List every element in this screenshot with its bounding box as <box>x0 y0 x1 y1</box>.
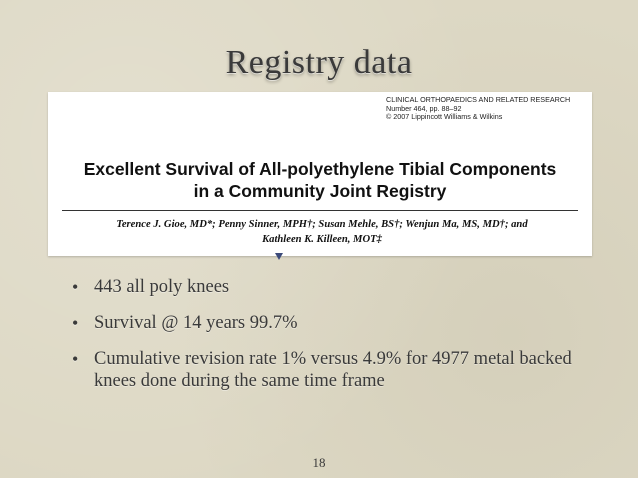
authors-line-1: Terence J. Gioe, MD*; Penny Sinner, MPH†; Susan Mehle, BS†; Wenjun Ma, MS, MD†; and <box>116 219 528 230</box>
bullet-item <box>66 348 586 392</box>
bullet-item <box>66 276 586 298</box>
bullet-text: Cumulative revision rate 1% versus 4.9% for 4977 metal backed knees done during the same time frame <box>94 349 572 391</box>
title-divider <box>62 210 578 211</box>
journal-name: CLINICAL ORTHOPAEDICS AND RELATED RESEARCH <box>386 95 571 104</box>
bullet-item <box>66 312 586 334</box>
paper-title-line-2: in a Community Joint Registry <box>193 181 447 201</box>
journal-issue: Number 464, pp. 88–92 <box>386 103 462 113</box>
bullet-icon: • <box>72 349 79 369</box>
bullet-list <box>66 276 586 406</box>
bullet-text: Survival @ 14 years 99.7% <box>94 313 298 333</box>
bullet-text: 443 all poly knees <box>94 277 230 297</box>
authors-line-2: Kathleen K. Killeen, MOT‡ <box>262 234 382 245</box>
paper-header-image <box>48 92 592 256</box>
journal-citation <box>386 96 586 122</box>
journal-copyright: © 2007 Lippincott Williams & Wilkins <box>386 112 503 122</box>
page-number: 18 <box>312 455 326 470</box>
bullet-icon: • <box>72 277 79 297</box>
bullet-icon: • <box>72 313 79 333</box>
slide-title: Registry data <box>225 44 413 81</box>
pointer-triangle-icon <box>275 253 283 260</box>
paper-authors <box>58 217 586 247</box>
paper-title-line-1: Excellent Survival of All-polyethylene Tibial Components <box>83 159 557 179</box>
paper-title <box>48 158 592 202</box>
